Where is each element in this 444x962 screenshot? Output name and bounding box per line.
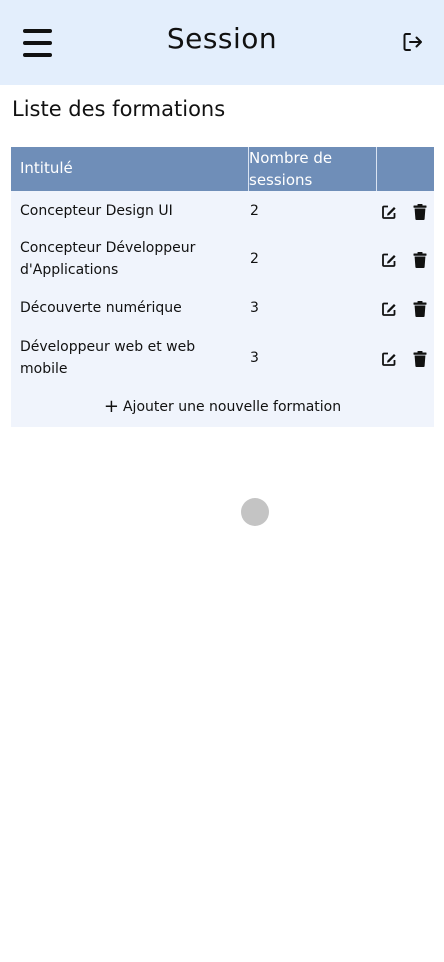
edit-icon[interactable] <box>381 252 397 268</box>
row-session-count: 3 <box>250 350 259 366</box>
row-session-count: 2 <box>250 203 259 219</box>
add-formation-label: Ajouter une nouvelle formation <box>122 399 342 415</box>
column-divider <box>376 147 377 191</box>
table-row <box>11 191 434 231</box>
edit-icon[interactable] <box>381 351 397 367</box>
table-header <box>11 147 434 191</box>
row-title: Concepteur Développeur d'Applications <box>20 240 196 278</box>
row-title: Concepteur Design UI <box>20 203 173 219</box>
plus-icon: + <box>103 396 119 417</box>
table-row <box>11 231 434 289</box>
trash-icon[interactable] <box>413 204 427 220</box>
section-title: Liste des formations <box>12 97 226 121</box>
app-header <box>0 0 444 85</box>
trash-icon[interactable] <box>413 252 427 268</box>
column-header-sessions: Nombre de sessions <box>249 149 333 189</box>
trash-icon[interactable] <box>413 351 427 367</box>
table-row <box>11 331 434 387</box>
formations-table <box>11 147 434 427</box>
loading-spinner <box>241 498 269 526</box>
add-formation-button[interactable] <box>11 387 434 427</box>
row-session-count: 2 <box>250 251 259 267</box>
page-title: Session <box>166 22 278 55</box>
edit-icon[interactable] <box>381 204 397 220</box>
logout-icon[interactable] <box>402 31 424 53</box>
trash-icon[interactable] <box>413 301 427 317</box>
row-session-count: 3 <box>250 300 259 316</box>
column-header-title: Intitulé <box>20 159 73 177</box>
edit-icon[interactable] <box>381 301 397 317</box>
row-title: Développeur web et web mobile <box>20 339 196 377</box>
row-title: Découverte numérique <box>20 300 182 316</box>
table-row <box>11 289 434 331</box>
